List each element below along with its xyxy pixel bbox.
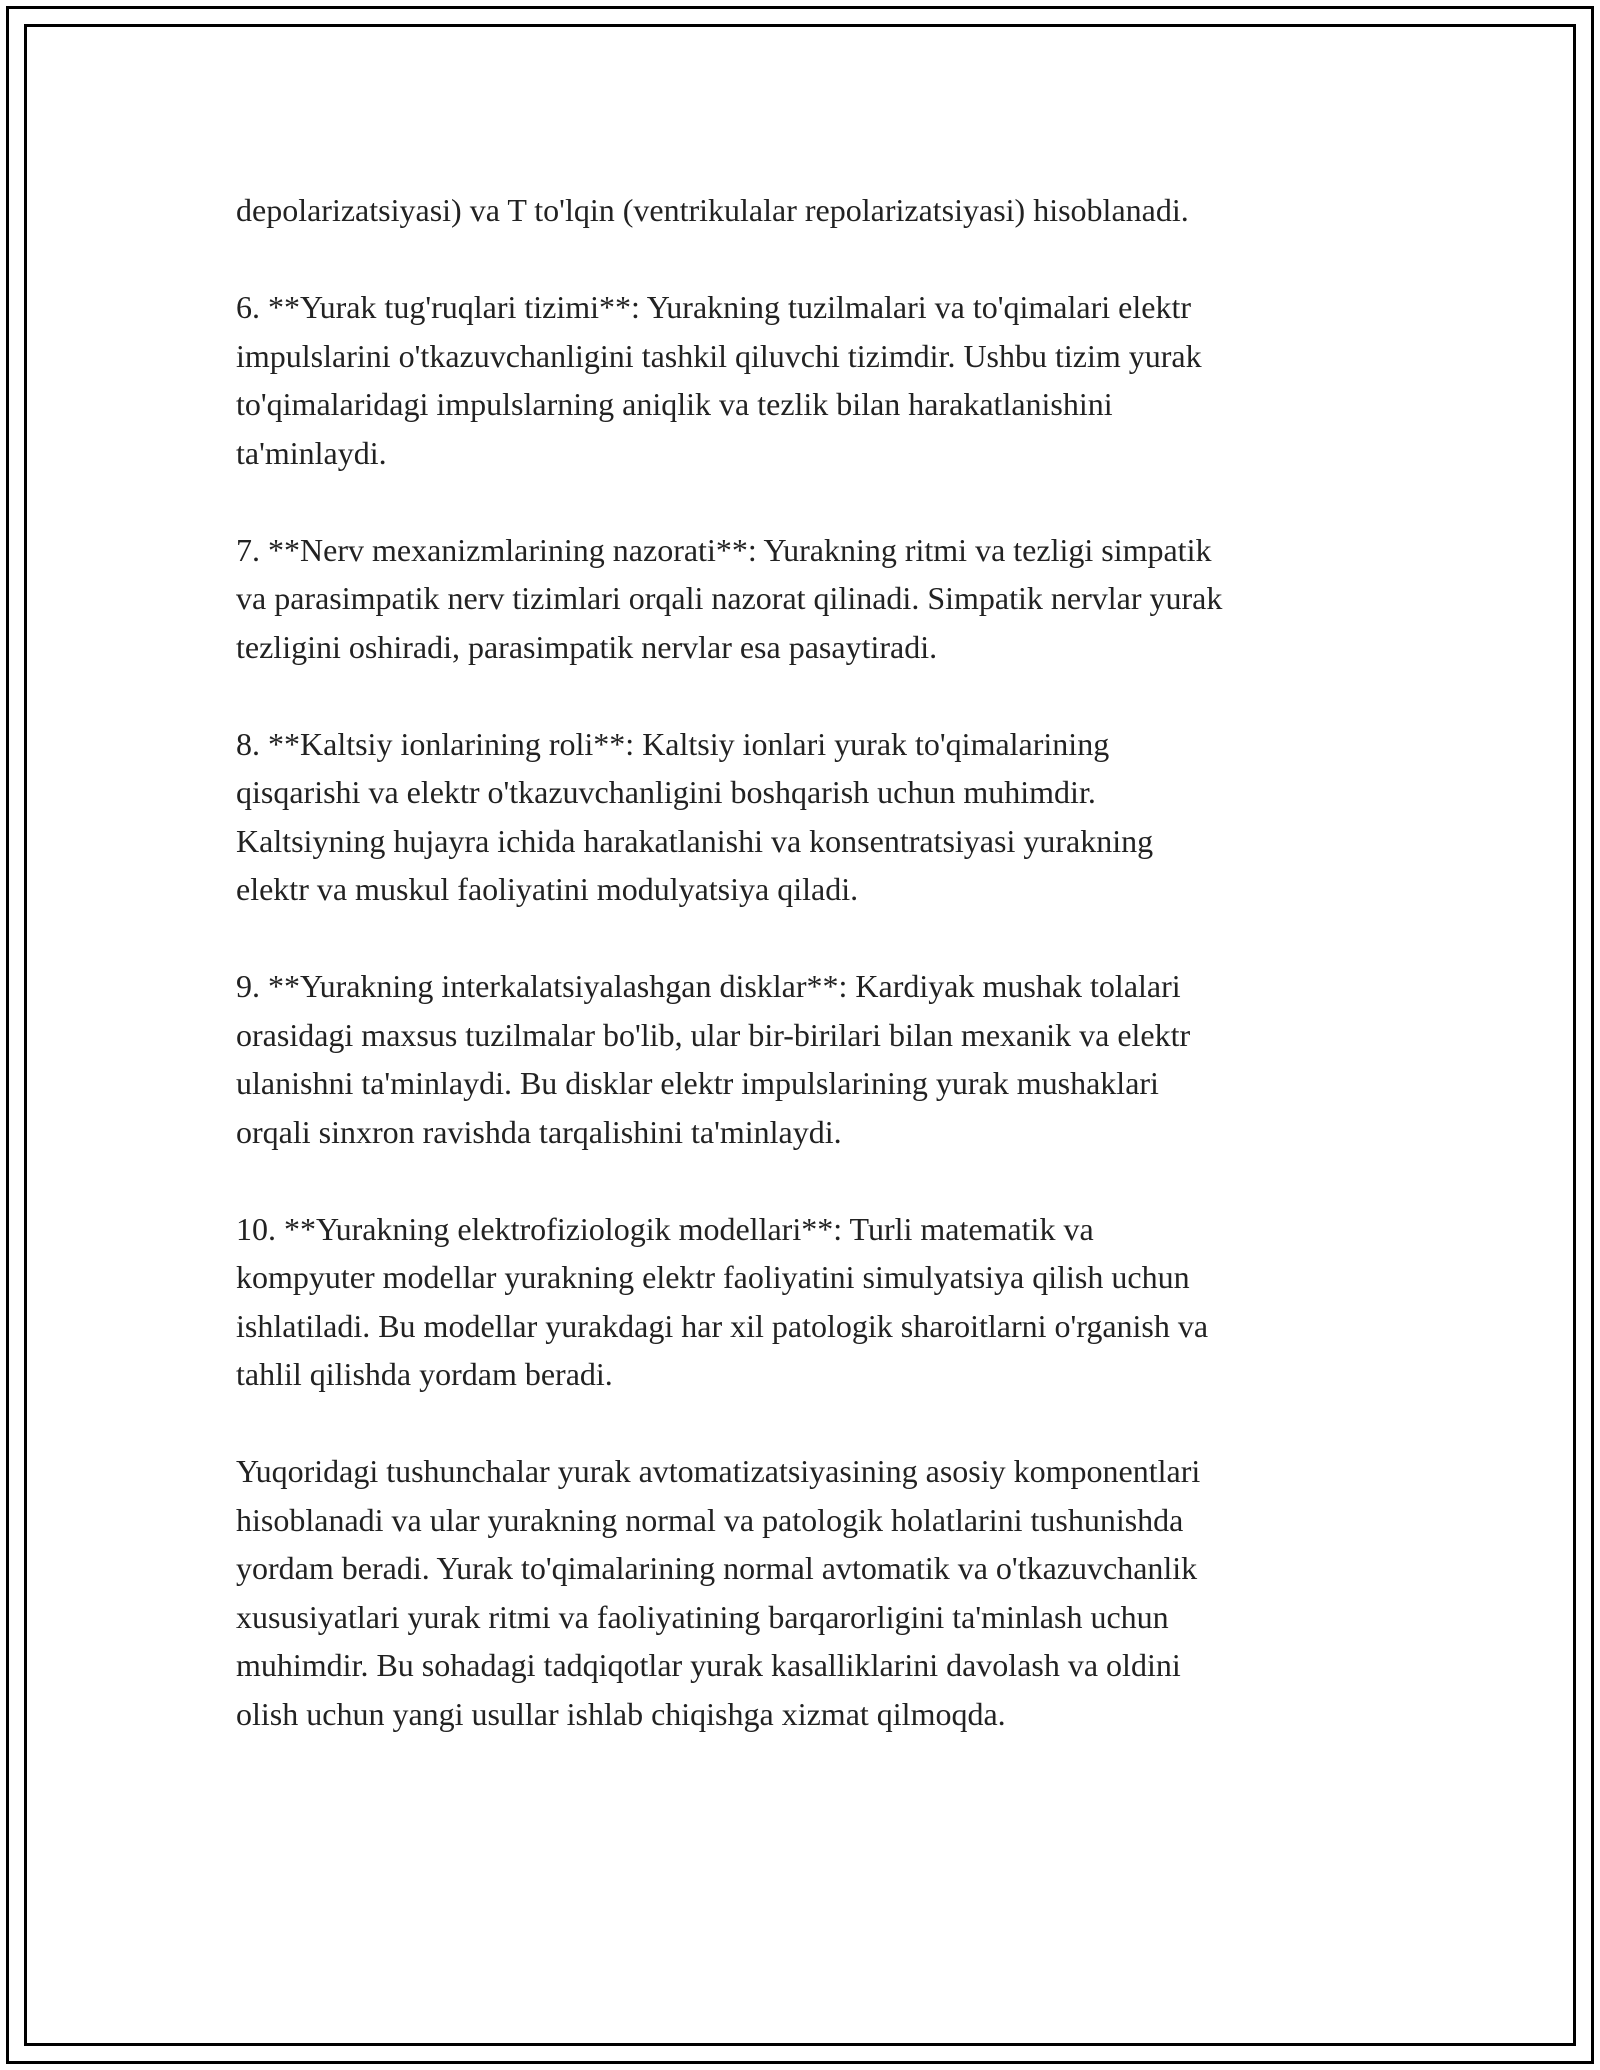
paragraph-item-7: 7. **Nerv mexanizmlarining nazorati**: Yurakning ritmi va tezligi simpatik va parasimpatik nerv tizimlari orqali nazorat qilinadi. Simpatik nervlar yurak tezligini oshiradi, parasimpatik nervlar esa pasaytiradi. [236, 531, 1223, 665]
paragraph-conclusion: Yuqoridagi tushunchalar yurak avtomatizatsiyasining asosiy komponentlari hisoblanadi va ular yurakning normal va patologik holatlarini tushunishda yordam beradi. Yurak to'qimalarining normal avtomatik va o'tkazuvchanlik xususiyatlari yurak ritmi va faoliyatining barqarorligini ta'minlash uchun muhimdir. Bu sohadagi tadqiqotlar yurak kasalliklarini davolash va oldini olish uchun yangi usullar ishlab chiqishga xizmat qilmoqda. [236, 1453, 1201, 1732]
paragraph-continuation: depolarizatsiyasi) va T to'lqin (ventrikulalar repolarizatsiyasi) hisoblanadi. [236, 192, 1189, 228]
paragraph-item-9: 9. **Yurakning interkalatsiyalashgan disklar**: Kardiyak mushak tolalari orasidagi maxsus tuzilmalar bo'lib, ular bir-birilari bilan mexanik va elektr ulanishni ta'minlaydi. Bu disklar elektr impulslarining yurak mushaklari orqali sinxron ravishda tarqalishini ta'minlaydi. [236, 968, 1191, 1150]
document-body [236, 186, 1386, 1787]
paragraph-item-10: 10. **Yurakning elektrofiziologik modellari**: Turli matematik va kompyuter modellar yurakning elektr faoliyatini simulyatsiya qilish uchun ishlatiladi. Bu modellar yurakdagi har xil patologik sharoitlarni o'rganish va tahlil qilishda yordam beradi. [236, 1210, 1209, 1392]
paragraph-item-8: 8. **Kaltsiy ionlarining roli**: Kaltsiy ionlari yurak to'qimalarining qisqarishi va elektr o'tkazuvchanligini boshqarish uchun muhimdir. Kaltsiyning hujayra ichida harakatlanishi va konsentratsiyasi yurakning elektr va muskul faoliyatini modulyatsiya qiladi. [236, 725, 1154, 907]
paragraph-item-6: 6. **Yurak tug'ruqlari tizimi**: Yurakning tuzilmalari va to'qimalari elektr impulslarini o'tkazuvchanligini tashkil qiluvchi tizimdir. Ushbu tizim yurak to'qimalaridagi impulslarning aniqlik va tezlik bilan harakatlanishini ta'minlaydi. [236, 289, 1202, 471]
